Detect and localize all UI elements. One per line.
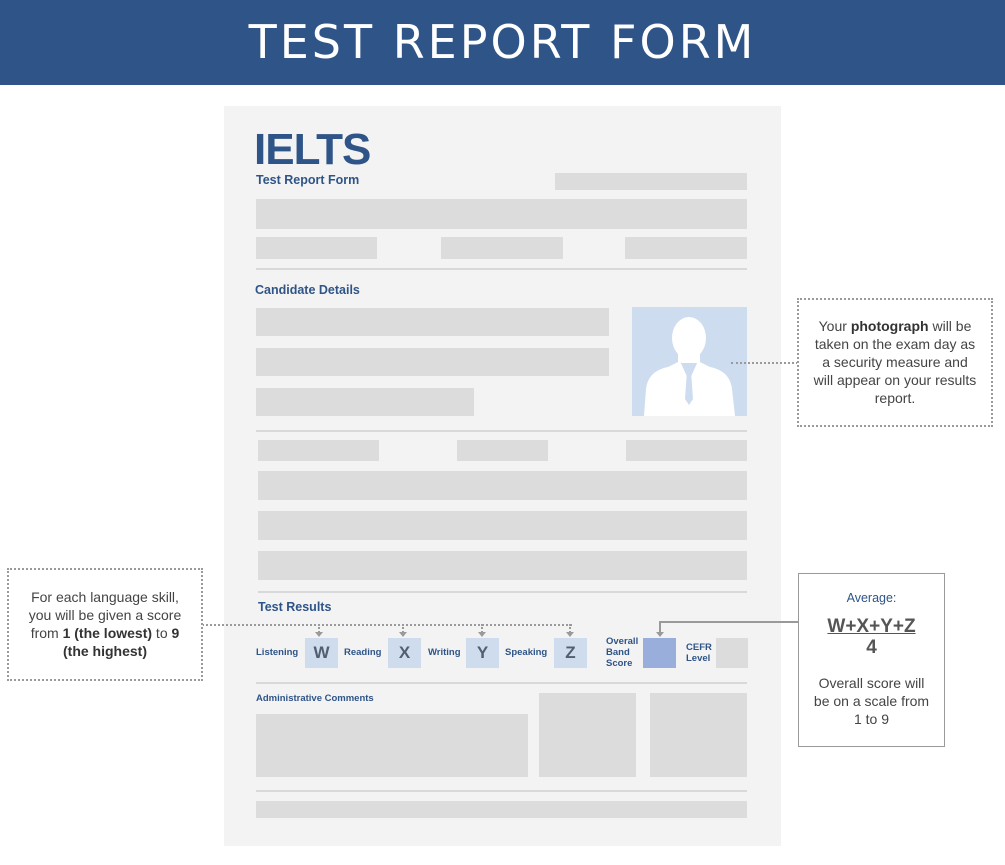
score-box-listening: W [305,638,338,668]
page-title: TEST REPORT FORM [248,15,757,69]
average-formula-numerator: W+X+Y+Z [827,616,916,637]
placeholder-field [256,801,747,818]
placeholder-field [256,237,377,259]
administrative-comments-label: Administrative Comments [256,693,374,704]
divider [256,268,747,270]
divider [256,682,747,684]
photo-connector-line [731,362,798,364]
skill-label-listening: Listening [256,647,299,658]
cefr-level-box [716,638,748,668]
arrow-down-icon [399,632,407,637]
arrow-down-icon [315,632,323,637]
placeholder-field [258,471,747,500]
person-silhouette-icon [632,307,747,416]
administrative-comments-field [256,714,528,777]
average-formula-denominator: 4 [866,637,877,658]
divider [256,790,747,792]
candidate-photo [632,307,747,416]
score-box-reading: X [388,638,421,668]
skill-label-writing: Writing [428,647,461,658]
placeholder-field [256,388,474,416]
average-title: Average: [846,591,897,605]
placeholder-field [256,308,609,336]
average-callout [798,573,945,747]
placeholder-field [256,199,747,229]
score-box-writing: Y [466,638,499,668]
photo-callout: Your photograph will be taken on the exam day as a security measure and will appear on your results report. [797,298,993,427]
placeholder-field [625,237,747,259]
arrow-down-icon [566,632,574,637]
overall-score-box [643,638,676,668]
arrow-down-icon [656,632,664,637]
form-subtitle: Test Report Form [256,173,360,187]
skill-label-reading: Reading [344,647,382,658]
skills-callout: For each language skill, you will be given a score from 1 (the lowest) to 9 (the highest) [7,568,203,681]
placeholder-field [555,173,747,190]
overall-band-score-label: Overall Band Score [606,636,639,669]
placeholder-field [256,348,609,376]
placeholder-field [650,693,747,777]
placeholder-field [258,551,747,580]
placeholder-field [626,440,747,461]
placeholder-field [539,693,636,777]
section-candidate-details: Candidate Details [255,283,360,297]
header-banner [0,0,1005,85]
skills-connector-line [202,624,572,626]
ielts-logo: IELTS [254,125,371,174]
arrow-down-icon [478,632,486,637]
placeholder-field [258,440,379,461]
average-connector-line [659,621,799,623]
cefr-level-label: CEFR Level [686,642,712,664]
placeholder-field [258,511,747,540]
divider [258,591,747,593]
placeholder-field [441,237,563,259]
section-test-results: Test Results [258,600,332,614]
average-note: Overall score will be on a scale from 1 to 9 [813,675,930,727]
skill-label-speaking: Speaking [505,647,548,658]
divider [256,430,747,432]
score-box-speaking: Z [554,638,587,668]
placeholder-field [457,440,548,461]
